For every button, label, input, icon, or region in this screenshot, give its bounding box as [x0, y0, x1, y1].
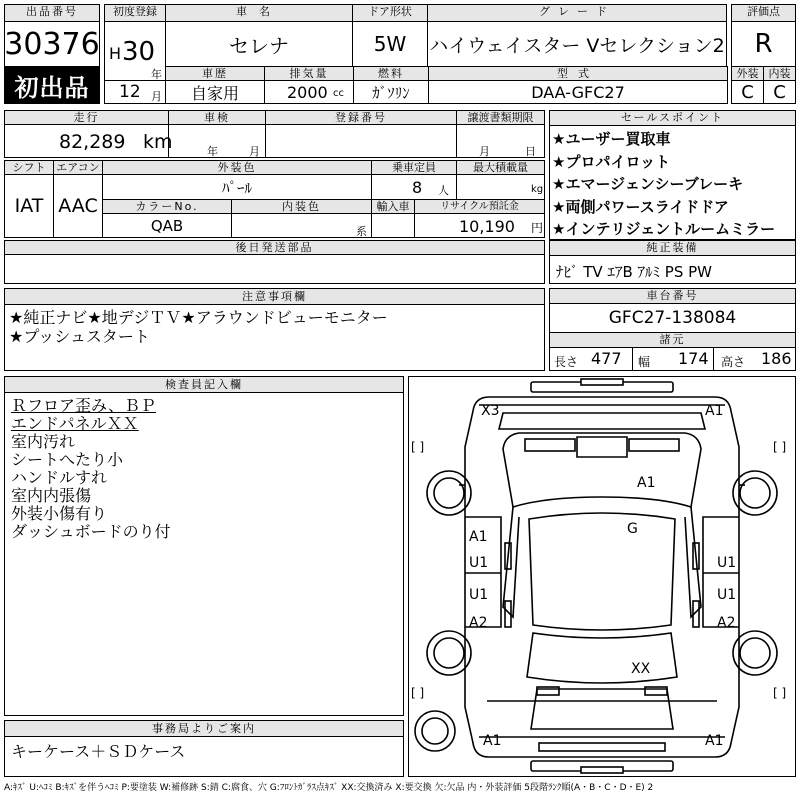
width — [632, 347, 714, 371]
height-value: 186 — [761, 349, 792, 368]
inspector-note: ハンドルすれ — [11, 468, 108, 487]
recycle — [414, 213, 545, 238]
shift-label: シフト — [4, 160, 54, 175]
first-listing-badge: 初出品 — [4, 66, 100, 104]
car-diagram-svg — [409, 377, 795, 776]
sales-point-item: ★ユーザー買取車 — [552, 130, 671, 148]
sales-point-item: ★プロパイロット — [552, 152, 671, 171]
capacity — [371, 174, 457, 200]
inspector-note: 室内内張傷 — [11, 486, 92, 505]
exterior-label: 外装 — [731, 66, 764, 81]
office-label: 事務局よりご案内 — [5, 721, 403, 737]
mark-x3: X3 — [481, 403, 500, 419]
inspection-date — [168, 124, 266, 158]
mileage — [4, 124, 173, 158]
mark-u1-right-2: U1 — [717, 587, 737, 603]
first-reg-month — [104, 80, 166, 104]
max-load-unit: kg — [531, 184, 544, 195]
height — [713, 347, 797, 371]
displacement-value: 2000 — [287, 83, 328, 102]
office-value: キーケース＋ＳＤケース — [11, 742, 186, 761]
chassis-label: 車台番号 — [550, 289, 795, 304]
transfer-day-unit: 日 — [525, 145, 536, 158]
ext-color-label: 外装色 — [102, 160, 372, 175]
notes-block — [4, 288, 545, 371]
first-reg-year — [104, 21, 166, 81]
length-value: 477 — [591, 349, 622, 368]
door-type: 5W — [352, 21, 428, 67]
inspection-month-unit: 月 — [249, 145, 260, 158]
grade: ハイウェイスター Vセレクション2 — [427, 21, 727, 67]
mark-a2-left: A2 — [469, 615, 488, 631]
transfer-month-unit: 月 — [479, 145, 490, 158]
bracket-mark: [ ] — [773, 440, 787, 454]
reg-no — [265, 124, 457, 158]
transfer-label: 譲渡書類期限 — [456, 110, 545, 125]
length — [549, 347, 633, 371]
mark-g: G — [627, 521, 638, 537]
model-code: DAA-GFC27 — [428, 80, 728, 104]
fuel: ｶﾞｿﾘﾝ — [353, 80, 429, 104]
inspector-note: ダッシュボードのり付 — [11, 522, 171, 541]
mark-a1-left: A1 — [469, 529, 488, 545]
mark-a1-bottom-right: A1 — [705, 733, 724, 749]
sales-points-block — [549, 110, 796, 240]
history-label: 車歴 — [165, 66, 265, 81]
office-block — [4, 720, 404, 777]
inspector-block — [4, 376, 404, 716]
width-label: 幅 — [638, 355, 651, 369]
month-unit: 月 — [151, 90, 162, 103]
mileage-value: 82,289 — [59, 131, 126, 153]
mark-a1-hood: A1 — [637, 475, 656, 491]
equipment-block — [549, 240, 796, 284]
note-line: ★純正ナビ★地デジＴＶ★アラウンドビューモニター — [9, 308, 388, 327]
equipment-label: 純正装備 — [550, 241, 795, 256]
inspector-note: シートへたり小 — [11, 450, 124, 469]
max-load-label: 最大積載量 — [456, 160, 545, 175]
interior-grade: C — [763, 80, 796, 104]
shift: IAT — [4, 174, 54, 238]
inspector-note: Ｒフロア歪み、ＢＰ — [11, 396, 156, 415]
notes-label: 注意事項欄 — [5, 289, 544, 305]
fuel-label: 燃料 — [353, 66, 429, 81]
displacement-label: 排気量 — [264, 66, 354, 81]
chassis-block — [549, 288, 796, 371]
sales-point-item: ★両側パワースライドドア — [552, 197, 729, 216]
ac: AAC — [53, 174, 103, 238]
capacity-label: 乗車定員 — [371, 160, 457, 175]
inspection-label: 車検 — [168, 110, 266, 125]
car-name: セレナ — [165, 21, 353, 67]
door-label: ドア形状 — [352, 4, 428, 22]
color-no-label: カラーNo. — [102, 199, 232, 214]
year-unit: 年 — [151, 68, 162, 81]
recycle-unit: 円 — [531, 221, 544, 235]
info-block — [4, 110, 545, 284]
sales-points-list — [552, 128, 775, 241]
mark-a1-top-right: A1 — [705, 403, 724, 419]
history: 自家用 — [165, 80, 265, 104]
displacement — [264, 80, 354, 104]
legend: A:ｷｽﾞ U:ﾍｺﾐ B:ｷｽﾞを伴うﾍｺﾐ P:要塗装 W:補修跡 S:錆 C:腐食、穴 G:ﾌﾛﾝﾄｶﾞﾗｽ点ｷｽﾞ XX:交換済み X:要交換 欠:欠品 内・外装評価 5段階ﾗﾝｸ順(A・B・C・D・E) 2 — [4, 783, 654, 793]
grade-label: グレード — [427, 4, 727, 22]
year-number: 30 — [122, 37, 156, 67]
import — [371, 213, 415, 238]
transfer-deadline — [456, 124, 545, 158]
width-value: 174 — [678, 349, 709, 368]
month-number: 12 — [119, 82, 141, 102]
chassis-number: GFC27-138084 — [550, 304, 795, 333]
mark-xx: XX — [631, 661, 651, 677]
bracket-mark: [ ] — [411, 440, 425, 454]
mark-a2-right: A2 — [717, 615, 736, 631]
inspector-note: 外装小傷有り — [11, 504, 108, 523]
bracket-mark: [ ] — [773, 686, 787, 700]
sales-points-label: セールスポイント — [550, 111, 795, 126]
ext-color: ﾊﾟｰﾙ — [102, 174, 372, 200]
era: H — [109, 44, 122, 63]
mileage-unit: km — [143, 131, 173, 153]
import-label: 輸入車 — [371, 199, 415, 214]
inspector-label: 検査員記入欄 — [5, 377, 403, 393]
recycle-value: 10,190 — [459, 217, 515, 236]
ac-label: エアコン — [53, 160, 103, 175]
int-color-unit: 系 — [356, 225, 367, 238]
equipment-value: ﾅﾋﾞ TV ｴｱB ｱﾙﾐ PS PW — [556, 263, 712, 281]
car-name-label: 車名 — [165, 4, 353, 22]
lot-number: 30376 — [4, 21, 100, 67]
int-color-label: 内装色 — [231, 199, 372, 214]
recycle-label: リサイクル預託金 — [414, 199, 545, 214]
height-label: 高さ — [721, 355, 746, 369]
score: R — [731, 21, 796, 67]
exterior-grade: C — [731, 80, 764, 104]
inspection-year-unit: 年 — [207, 145, 218, 158]
car-diagram — [408, 376, 796, 777]
sales-point-item: ★インテリジェントルームミラー — [552, 220, 776, 238]
bracket-mark: [ ] — [411, 686, 425, 700]
capacity-unit: 人 — [438, 184, 449, 197]
reg-no-label: 登録番号 — [265, 110, 457, 125]
mark-a1-bottom-left: A1 — [483, 733, 502, 749]
mark-u1-right-1: U1 — [717, 555, 737, 571]
score-label: 評価点 — [731, 4, 796, 22]
note-line: ★プッシュスタート — [9, 327, 150, 346]
displacement-unit: cc — [333, 88, 344, 99]
later-parts — [4, 254, 545, 284]
length-label: 長さ — [554, 355, 579, 369]
lot-label: 出品番号 — [4, 4, 100, 22]
model-code-label: 型式 — [428, 66, 728, 81]
sales-point-item: ★エマージェンシーブレーキ — [552, 175, 744, 193]
mileage-label: 走行 — [4, 110, 169, 125]
max-load — [456, 174, 545, 200]
int-color — [231, 213, 372, 238]
first-reg-label: 初度登録 — [104, 4, 166, 22]
inspector-list — [11, 397, 171, 541]
mark-u1-left-2: U1 — [469, 587, 489, 603]
mark-u1-left-1: U1 — [469, 555, 489, 571]
notes-list — [9, 308, 388, 346]
color-no: QAB — [102, 213, 232, 238]
dims-label: 諸元 — [550, 333, 795, 348]
interior-label: 内装 — [763, 66, 796, 81]
inspector-note: 室内汚れ — [11, 432, 76, 451]
header-block — [4, 4, 796, 104]
inspector-note: エンドパネルＸＸ — [11, 414, 139, 433]
later-parts-label: 後日発送部品 — [4, 240, 545, 255]
capacity-value: 8 — [412, 178, 423, 197]
